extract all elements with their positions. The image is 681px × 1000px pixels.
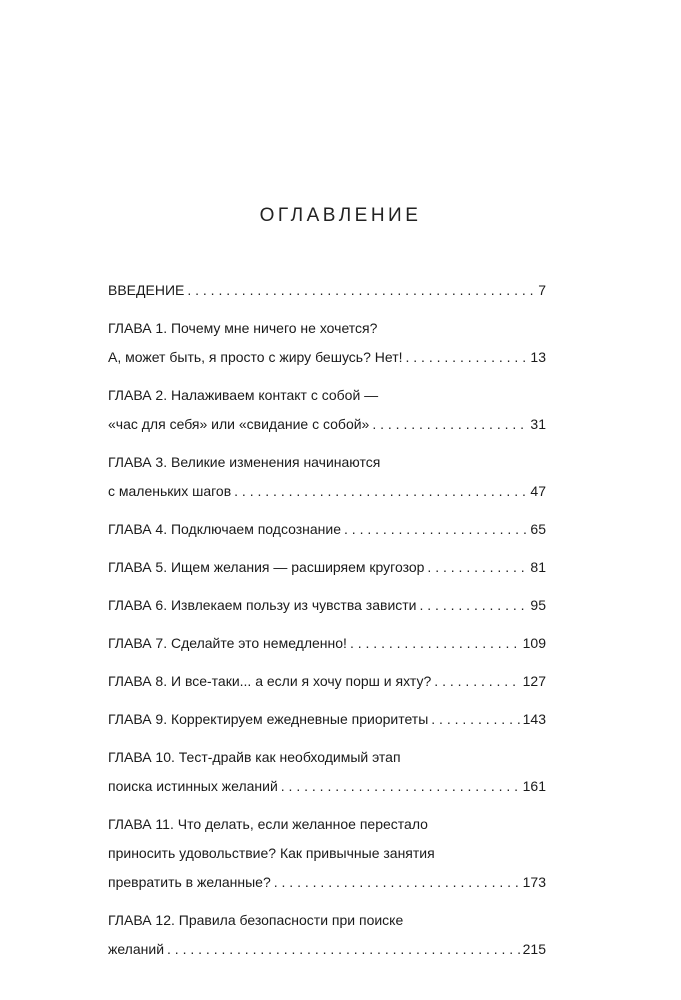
toc-leader-dots <box>431 705 520 734</box>
toc-leader-dots <box>187 276 536 305</box>
toc-entry-last-line <box>108 667 546 696</box>
toc-page-number: 13 <box>530 349 546 365</box>
toc-leader-dots <box>350 629 521 658</box>
toc-entry-chapter-6[interactable] <box>108 591 546 620</box>
toc-entry-last-line <box>108 705 546 734</box>
toc-page-number: 161 <box>522 778 546 794</box>
toc-leader-dots <box>427 553 528 582</box>
toc-entry-line: ГЛАВА 3. Великие изменения начинаются <box>108 454 381 470</box>
toc-entry-title: желаний <box>108 941 165 957</box>
toc-entry-title: А, может быть, я просто с жиру бешусь? Нет! <box>108 349 403 365</box>
toc-entry-title: поиска истинных желаний <box>108 778 278 794</box>
toc-entry-title: ГЛАВА 9. Корректируем ежедневные приоритеты <box>108 711 429 727</box>
toc-entry-title: ВВЕДЕНИЕ <box>108 282 185 298</box>
toc-entry-last-line <box>108 276 546 305</box>
toc-page-number: 7 <box>538 282 546 298</box>
toc-entry-line: приносить удовольствие? Как привычные занятия <box>108 845 435 861</box>
toc-leader-dots <box>274 868 521 897</box>
toc-entry-line: ГЛАВА 11. Что делать, если желанное перестало <box>108 816 428 832</box>
toc-entry-line: ГЛАВА 1. Почему мне ничего не хочется? <box>108 320 378 336</box>
toc-page-number: 65 <box>530 521 546 537</box>
toc-entry-line: ГЛАВА 10. Тест-драйв как необходимый этап <box>108 749 401 765</box>
toc-page-number: 31 <box>530 416 546 432</box>
toc-leader-dots <box>420 591 529 620</box>
toc-entry-chapter-9[interactable] <box>108 705 546 734</box>
toc-entry-chapter-5[interactable] <box>108 553 546 582</box>
toc-entry-last-line <box>108 553 546 582</box>
toc-entry-chapter-4[interactable] <box>108 515 546 544</box>
toc-entry-last-line <box>108 591 546 620</box>
toc-entry-title: ГЛАВА 7. Сделайте это немедленно! <box>108 635 347 651</box>
toc-page-number: 81 <box>530 559 546 575</box>
toc-page-number: 109 <box>522 635 546 651</box>
toc-leader-dots <box>372 410 528 439</box>
toc-entry-last-line <box>108 772 546 801</box>
toc-entry-title: ГЛАВА 8. И все-таки... а если я хочу порш и яхту? <box>108 673 432 689</box>
toc-entry-chapter-2[interactable] <box>108 381 546 439</box>
toc-page-number: 215 <box>522 941 546 957</box>
toc-entry-introduction[interactable] <box>108 276 546 305</box>
toc-leader-dots <box>344 515 528 544</box>
toc-entry-line: ГЛАВА 12. Правила безопасности при поиске <box>108 912 404 928</box>
toc-leader-dots <box>406 343 529 372</box>
toc-page-number: 143 <box>522 711 546 727</box>
toc-entry-chapter-11[interactable] <box>108 810 546 897</box>
toc-entry-chapter-7[interactable] <box>108 629 546 658</box>
toc-entry-title: ГЛАВА 4. Подключаем подсознание <box>108 521 342 537</box>
toc-page-number: 127 <box>522 673 546 689</box>
toc-entry-last-line <box>108 935 546 964</box>
toc-entry-chapter-1[interactable] <box>108 314 546 372</box>
toc-leader-dots <box>281 772 521 801</box>
toc-entry-chapter-3[interactable] <box>108 448 546 506</box>
toc-entry-last-line <box>108 515 546 544</box>
toc-page-number: 173 <box>522 874 546 890</box>
toc-entry-title: ГЛАВА 6. Извлекаем пользу из чувства зависти <box>108 597 417 613</box>
page-title: ОГЛАВЛЕНИЕ <box>259 205 422 226</box>
toc-entry-last-line <box>108 477 546 506</box>
toc-entry-title: «час для себя» или «свидание с собой» <box>108 416 370 432</box>
toc-leader-dots <box>167 935 521 964</box>
toc-page-number: 47 <box>530 483 546 499</box>
toc-entry-last-line <box>108 868 546 897</box>
toc-page-number: 95 <box>530 597 546 613</box>
toc-leader-dots <box>234 477 528 506</box>
toc-entry-title: с маленьких шагов <box>108 483 232 499</box>
toc-entry-line: ГЛАВА 2. Налаживаем контакт с собой — <box>108 387 379 403</box>
toc-entry-last-line <box>108 410 546 439</box>
toc-entry-chapter-12[interactable] <box>108 906 546 964</box>
toc-entry-chapter-10[interactable] <box>108 743 546 801</box>
toc-entry-chapter-8[interactable] <box>108 667 546 696</box>
toc-entry-title: превратить в желанные? <box>108 874 271 890</box>
toc-leader-dots <box>434 667 520 696</box>
toc-entry-last-line <box>108 629 546 658</box>
table-of-contents <box>108 276 546 973</box>
toc-entry-title: ГЛАВА 5. Ищем желания — расширяем кругозор <box>108 559 425 575</box>
toc-entry-last-line <box>108 343 546 372</box>
